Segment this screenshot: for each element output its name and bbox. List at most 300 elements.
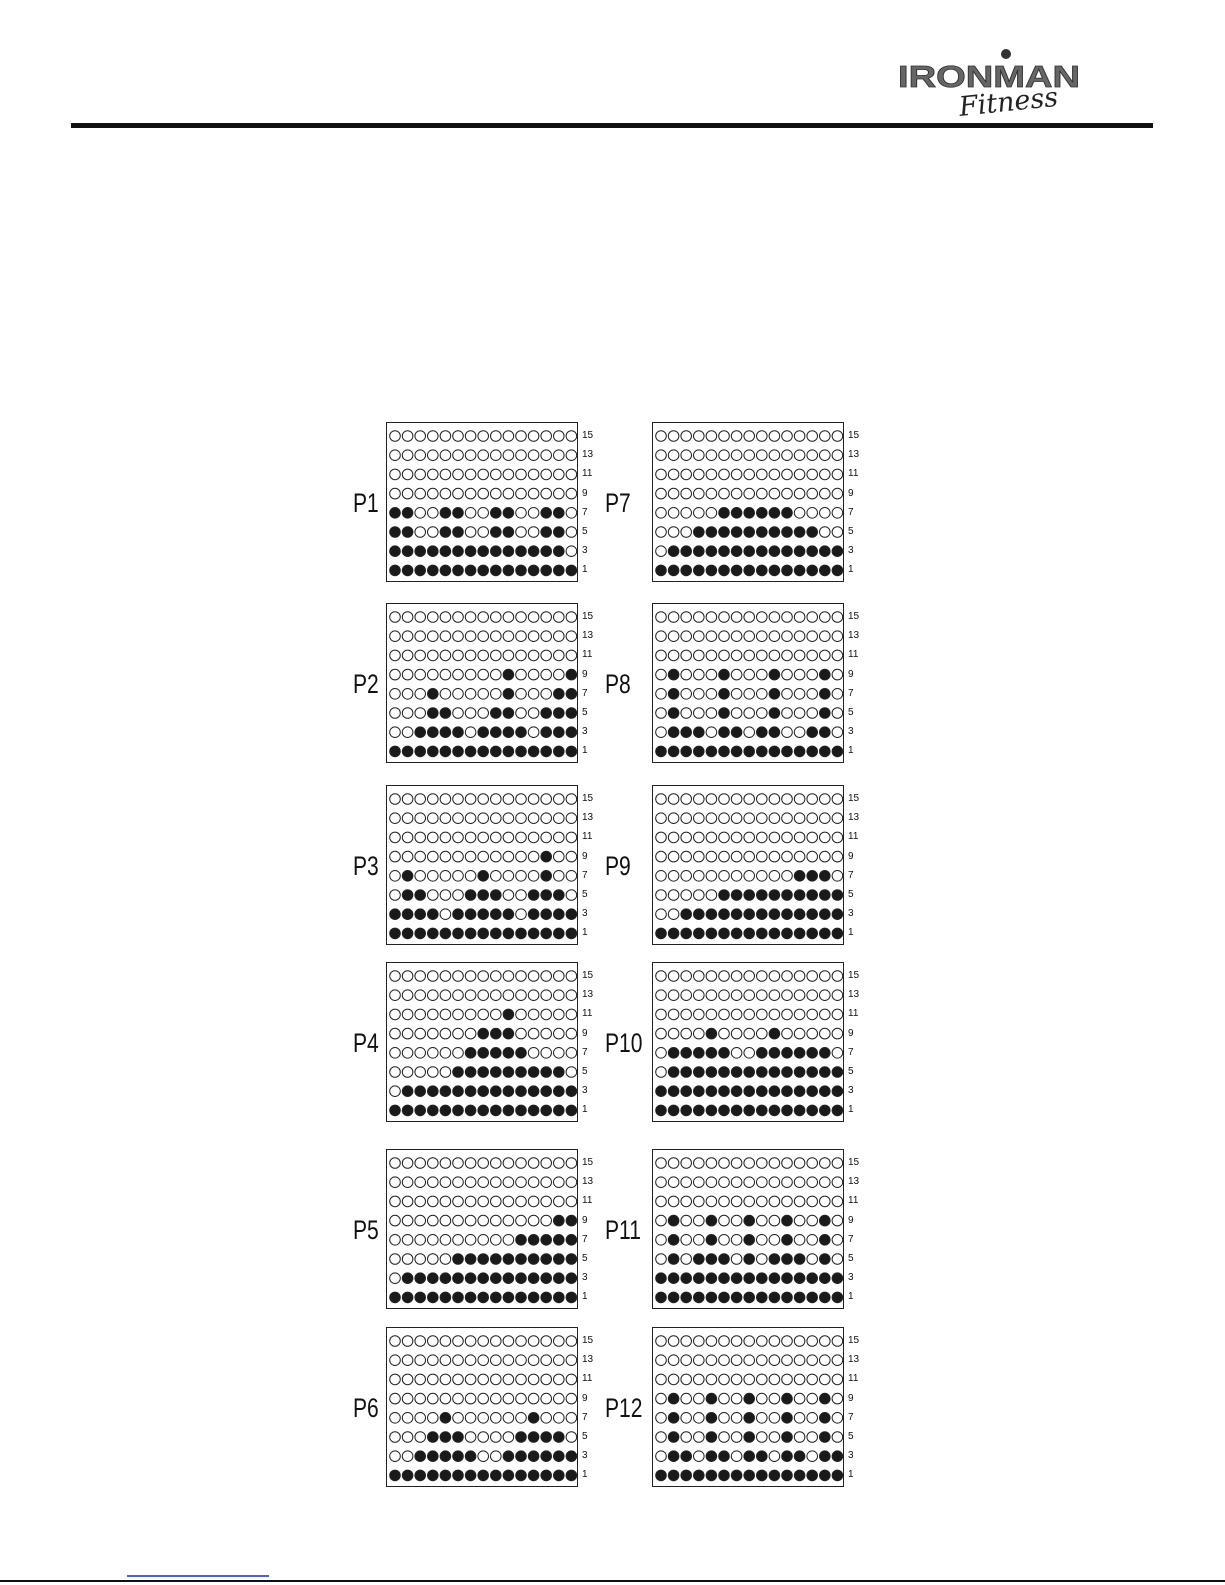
segment-off — [528, 1355, 539, 1366]
segment-on — [719, 928, 730, 939]
segment-on — [541, 1086, 552, 1097]
segment-off — [465, 1196, 476, 1207]
segment-on — [706, 1215, 717, 1226]
segment-off — [694, 508, 705, 519]
segment-off — [668, 832, 679, 843]
segment-off — [390, 1254, 401, 1265]
segment-off — [478, 1336, 489, 1347]
segment-on — [668, 708, 679, 719]
segment-off — [402, 669, 413, 680]
segment-on — [390, 1292, 401, 1303]
segment-off — [668, 631, 679, 642]
segment-off — [807, 469, 818, 480]
segment-off — [402, 1196, 413, 1207]
row-level-label: 13 — [848, 630, 860, 642]
segment-off — [807, 708, 818, 719]
segment-on — [516, 1105, 527, 1116]
segment-off — [694, 1432, 705, 1443]
segment-off — [681, 689, 692, 700]
segment-off — [428, 527, 439, 538]
row-level-label: 11 — [582, 1008, 593, 1020]
segment-off — [528, 469, 539, 480]
segment-off — [706, 431, 717, 442]
segment-off — [528, 1158, 539, 1169]
segment-off — [428, 650, 439, 661]
row-level-label: 7 — [848, 1411, 854, 1423]
segment-off — [428, 871, 439, 882]
segment-off — [681, 1432, 692, 1443]
segment-off — [503, 1432, 514, 1443]
segment-off — [491, 1451, 502, 1462]
segment-off — [478, 1177, 489, 1188]
segment-off — [478, 631, 489, 642]
segment-off — [681, 1393, 692, 1404]
segment-on — [554, 727, 565, 738]
segment-on — [465, 890, 476, 901]
segment-off — [832, 631, 843, 642]
row-level-label: 11 — [848, 468, 859, 480]
segment-off — [465, 971, 476, 982]
segment-on — [757, 1273, 768, 1284]
row-level-label: 7 — [848, 1046, 854, 1058]
segment-on — [782, 1273, 793, 1284]
segment-off — [782, 631, 793, 642]
segment-off — [769, 431, 780, 442]
segment-off — [415, 1158, 426, 1169]
segment-off — [744, 469, 755, 480]
segment-on — [820, 1273, 831, 1284]
segment-on — [782, 527, 793, 538]
segment-off — [503, 794, 514, 805]
segment-on — [478, 746, 489, 757]
segment-on — [731, 1470, 742, 1481]
segment-on — [390, 527, 401, 538]
segment-off — [719, 794, 730, 805]
segment-off — [390, 669, 401, 680]
segment-on — [769, 1273, 780, 1284]
segment-off — [769, 851, 780, 862]
segment-on — [554, 1086, 565, 1097]
segment-on — [681, 546, 692, 557]
segment-off — [820, 1374, 831, 1385]
segment-off — [832, 971, 843, 982]
row-level-label: 15 — [582, 970, 594, 981]
program-label-p7: P7 — [605, 488, 631, 518]
segment-off — [744, 1158, 755, 1169]
segment-on — [744, 1413, 755, 1424]
segment-off — [465, 631, 476, 642]
program-label-p11: P11 — [605, 1215, 641, 1245]
segment-off — [428, 431, 439, 442]
segment-off — [794, 1393, 805, 1404]
row-level-label: 7 — [582, 506, 588, 518]
segment-on — [769, 1292, 780, 1303]
segment-off — [757, 813, 768, 824]
segment-off — [757, 1432, 768, 1443]
segment-off — [503, 1177, 514, 1188]
segment-off — [554, 971, 565, 982]
segment-on — [794, 746, 805, 757]
segment-on — [731, 1067, 742, 1078]
segment-off — [769, 469, 780, 480]
segment-off — [807, 1355, 818, 1366]
segment-off — [656, 1336, 667, 1347]
segment-off — [656, 450, 667, 461]
row-level-label: 15 — [848, 970, 860, 981]
segment-off — [478, 527, 489, 538]
segment-off — [757, 431, 768, 442]
segment-off — [656, 508, 667, 519]
segment-off — [668, 1177, 679, 1188]
segment-off — [668, 527, 679, 538]
segment-off — [402, 488, 413, 499]
segment-on — [554, 928, 565, 939]
segment-on — [491, 1105, 502, 1116]
segment-on — [465, 1273, 476, 1284]
segment-off — [478, 1374, 489, 1385]
segment-off — [554, 469, 565, 480]
segment-off — [428, 890, 439, 901]
segment-on — [782, 1292, 793, 1303]
segment-off — [541, 650, 552, 661]
segment-off — [390, 1235, 401, 1246]
segment-off — [440, 909, 451, 920]
segment-on — [782, 546, 793, 557]
segment-on — [491, 527, 502, 538]
segment-off — [516, 612, 527, 623]
segment-on — [807, 909, 818, 920]
segment-off — [491, 669, 502, 680]
segment-off — [769, 488, 780, 499]
segment-off — [440, 851, 451, 862]
row-level-label: 1 — [848, 927, 854, 939]
segment-off — [478, 1215, 489, 1226]
segment-on — [516, 546, 527, 557]
segment-on — [566, 669, 577, 680]
segment-off — [794, 1432, 805, 1443]
segment-off — [668, 488, 679, 499]
segment-off — [782, 689, 793, 700]
segment-off — [541, 689, 552, 700]
segment-on — [782, 1451, 793, 1462]
segment-off — [706, 1336, 717, 1347]
segment-on — [554, 546, 565, 557]
segment-off — [794, 689, 805, 700]
segment-off — [503, 813, 514, 824]
segment-off — [478, 431, 489, 442]
segment-off — [402, 1336, 413, 1347]
segment-off — [832, 1336, 843, 1347]
row-level-label: 3 — [848, 1272, 854, 1284]
row-level-label: 1 — [848, 1469, 854, 1481]
segment-off — [681, 527, 692, 538]
segment-off — [744, 689, 755, 700]
segment-off — [554, 1177, 565, 1188]
segment-on — [528, 1413, 539, 1424]
segment-off — [566, 832, 577, 843]
segment-off — [656, 1254, 667, 1265]
segment-off — [554, 851, 565, 862]
segment-off — [656, 871, 667, 882]
segment-off — [807, 971, 818, 982]
segment-off — [453, 1028, 464, 1039]
segment-off — [465, 1413, 476, 1424]
segment-off — [516, 1374, 527, 1385]
segment-off — [554, 450, 565, 461]
segment-off — [491, 1355, 502, 1366]
program-grid-p4 — [386, 962, 578, 1122]
segment-off — [820, 832, 831, 843]
segment-on — [744, 1086, 755, 1097]
segment-on — [706, 1105, 717, 1116]
row-level-label: 15 — [582, 430, 594, 441]
segment-off — [807, 431, 818, 442]
segment-on — [782, 1105, 793, 1116]
segment-on — [744, 1393, 755, 1404]
segment-off — [465, 1158, 476, 1169]
segment-on — [681, 1470, 692, 1481]
row-level-label: 5 — [582, 889, 588, 900]
segment-off — [516, 1009, 527, 1020]
segment-off — [478, 508, 489, 519]
row-level-label: 11 — [582, 468, 593, 480]
segment-on — [744, 909, 755, 920]
row-level-label: 3 — [582, 1450, 588, 1462]
segment-off — [782, 1009, 793, 1020]
segment-off — [566, 794, 577, 805]
segment-off — [782, 488, 793, 499]
segment-on — [491, 508, 502, 519]
segment-off — [719, 631, 730, 642]
segment-on — [757, 890, 768, 901]
segment-on — [744, 1273, 755, 1284]
segment-on — [782, 1413, 793, 1424]
segment-off — [415, 469, 426, 480]
program-label-p8: P8 — [605, 669, 631, 699]
segment-off — [681, 1374, 692, 1385]
segment-on — [668, 928, 679, 939]
segment-off — [694, 1451, 705, 1462]
segment-off — [694, 971, 705, 982]
segment-off — [820, 431, 831, 442]
segment-on — [478, 1273, 489, 1284]
segment-on — [656, 928, 667, 939]
segment-off — [503, 612, 514, 623]
segment-on — [832, 565, 843, 576]
segment-off — [428, 1393, 439, 1404]
segment-off — [415, 431, 426, 442]
segment-on — [541, 1067, 552, 1078]
segment-off — [820, 508, 831, 519]
segment-on — [782, 1235, 793, 1246]
segment-on — [516, 727, 527, 738]
segment-off — [719, 1028, 730, 1039]
segment-on — [528, 1470, 539, 1481]
segment-on — [668, 1393, 679, 1404]
segment-off — [820, 1009, 831, 1020]
segment-off — [453, 1158, 464, 1169]
segment-off — [769, 1355, 780, 1366]
segment-off — [528, 727, 539, 738]
segment-off — [782, 871, 793, 882]
segment-off — [731, 650, 742, 661]
segment-on — [453, 1292, 464, 1303]
segment-off — [554, 1393, 565, 1404]
segment-off — [656, 1235, 667, 1246]
segment-off — [794, 1413, 805, 1424]
segment-off — [832, 689, 843, 700]
segment-on — [794, 1273, 805, 1284]
segment-on — [440, 565, 451, 576]
segment-off — [503, 1393, 514, 1404]
program-label-p3: P3 — [353, 851, 379, 881]
segment-off — [566, 1048, 577, 1059]
segment-on — [428, 1086, 439, 1097]
segment-on — [516, 928, 527, 939]
row-level-label: 5 — [582, 1431, 588, 1442]
segment-on — [769, 1028, 780, 1039]
segment-on — [769, 727, 780, 738]
segment-off — [491, 431, 502, 442]
segment-on — [731, 928, 742, 939]
segment-on — [491, 928, 502, 939]
segment-off — [440, 669, 451, 680]
row-level-label: 9 — [582, 668, 588, 680]
segment-off — [706, 851, 717, 862]
segment-off — [820, 1336, 831, 1347]
segment-on — [491, 890, 502, 901]
segment-off — [478, 1009, 489, 1020]
segment-on — [491, 1273, 502, 1284]
segment-on — [528, 1254, 539, 1265]
segment-off — [719, 1215, 730, 1226]
segment-on — [528, 1105, 539, 1116]
row-level-label: 15 — [582, 1157, 594, 1168]
segment-off — [744, 1028, 755, 1039]
segment-on — [807, 746, 818, 757]
segment-off — [656, 689, 667, 700]
logo-brand-text: IRONMAN — [898, 59, 1080, 94]
program-grid-p2 — [386, 603, 578, 763]
segment-off — [465, 1336, 476, 1347]
row-level-label: 3 — [582, 1085, 588, 1097]
segment-off — [541, 431, 552, 442]
segment-on — [554, 1215, 565, 1226]
segment-off — [832, 488, 843, 499]
row-level-label: 7 — [848, 687, 854, 699]
segment-on — [668, 1413, 679, 1424]
segment-on — [528, 746, 539, 757]
segment-on — [820, 689, 831, 700]
segment-off — [706, 890, 717, 901]
segment-off — [566, 527, 577, 538]
segment-on — [465, 546, 476, 557]
segment-off — [706, 813, 717, 824]
segment-off — [807, 1028, 818, 1039]
segment-on — [769, 890, 780, 901]
segment-off — [465, 1374, 476, 1385]
segment-on — [554, 1470, 565, 1481]
segment-off — [731, 990, 742, 1001]
segment-off — [390, 971, 401, 982]
row-level-label: 11 — [848, 649, 859, 661]
segment-on — [566, 909, 577, 920]
segment-off — [465, 708, 476, 719]
segment-off — [744, 1177, 755, 1188]
program-grid-p7 — [652, 422, 844, 582]
segment-off — [453, 631, 464, 642]
segment-on — [503, 1292, 514, 1303]
segment-on — [402, 746, 413, 757]
segment-off — [757, 971, 768, 982]
segment-off — [428, 469, 439, 480]
row-level-label: 1 — [582, 1104, 588, 1116]
segment-off — [402, 990, 413, 1001]
segment-off — [440, 1336, 451, 1347]
segment-off — [453, 813, 464, 824]
segment-on — [554, 527, 565, 538]
segment-off — [731, 1393, 742, 1404]
segment-off — [516, 909, 527, 920]
segment-off — [541, 612, 552, 623]
segment-off — [415, 1028, 426, 1039]
segment-off — [656, 1048, 667, 1059]
row-level-label: 1 — [582, 564, 588, 576]
segment-off — [807, 631, 818, 642]
segment-off — [656, 1158, 667, 1169]
segment-on — [706, 527, 717, 538]
segment-on — [390, 508, 401, 519]
segment-off — [428, 508, 439, 519]
segment-off — [503, 1374, 514, 1385]
segment-on — [528, 1235, 539, 1246]
segment-off — [794, 813, 805, 824]
segment-on — [453, 546, 464, 557]
segment-off — [706, 689, 717, 700]
segment-on — [528, 1292, 539, 1303]
segment-off — [554, 631, 565, 642]
segment-off — [731, 1028, 742, 1039]
segment-on — [744, 890, 755, 901]
segment-off — [453, 708, 464, 719]
segment-on — [528, 565, 539, 576]
segment-on — [503, 527, 514, 538]
segment-off — [807, 1235, 818, 1246]
segment-on — [541, 1273, 552, 1284]
segment-off — [782, 469, 793, 480]
segment-off — [415, 1336, 426, 1347]
segment-on — [566, 1105, 577, 1116]
segment-on — [782, 1470, 793, 1481]
row-level-label: 13 — [582, 630, 594, 642]
segment-off — [782, 971, 793, 982]
segment-off — [440, 431, 451, 442]
segment-off — [694, 631, 705, 642]
segment-off — [415, 1177, 426, 1188]
row-level-label: 13 — [848, 989, 860, 1001]
segment-off — [554, 1355, 565, 1366]
segment-off — [516, 971, 527, 982]
segment-off — [731, 1254, 742, 1265]
segment-off — [554, 1048, 565, 1059]
program-label-p10: P10 — [605, 1028, 643, 1058]
segment-off — [656, 1067, 667, 1078]
segment-on — [554, 1105, 565, 1116]
segment-on — [820, 669, 831, 680]
segment-off — [782, 1158, 793, 1169]
segment-off — [390, 1196, 401, 1207]
segment-off — [402, 689, 413, 700]
